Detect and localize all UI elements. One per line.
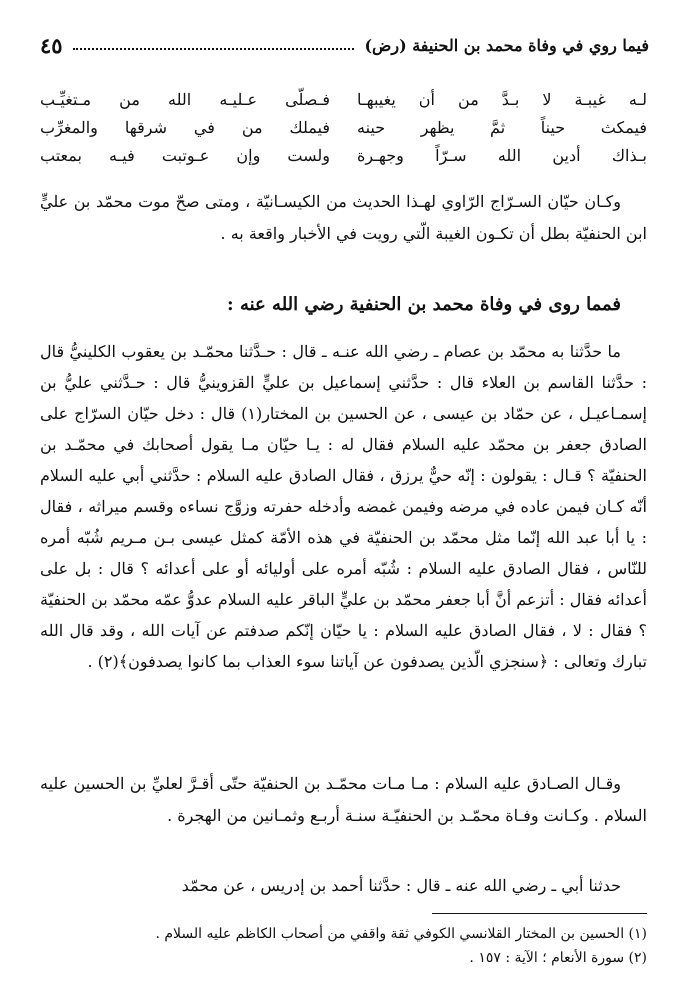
paragraph-text: وقـال الصـادق عليه السلام : مـا مـات محمّـد بن الحنفيّة حتّى أقـرَّ لعليِّ بن الحسين عليه السلام . وكـانت وفـاة محمّـد بن الحنفيّـة سنـة أربـع وثمـانين من الهجرة . — [40, 774, 647, 825]
poem-second-hemistich: فيملك من في شرقها والمغرِّب — [40, 118, 330, 137]
poem-second-hemistich: ولست وإن عـوتبت فيـه بمعتب — [40, 146, 330, 165]
poem-first-hemistich: بـذاك أدين الله سـرّاً وجهـرة — [357, 146, 647, 165]
header-title: فيما روي في وفاة محمد بن الحنيفة (رض) — [364, 35, 649, 55]
paragraph-death — [40, 768, 647, 832]
section-heading: فمما روى في وفاة محمد بن الحنفية رضي الله عنه : — [227, 294, 621, 315]
poem-second-hemistich: فـصلّى عـليـه الله من مـتغيِّـب — [40, 90, 330, 109]
paragraph-next — [40, 870, 647, 902]
footnotes — [40, 922, 647, 970]
footnote: (١) الحسين بن المختار القلانسي الكوفي ثقة واقفي من أصحاب الكاظم عليه السلام . — [155, 926, 647, 942]
paragraph-text: وكـان حيّان السـرّاج الرّاوي لهـذا الحديث من الكيسـانيّة ، ومتى صحّ موت محمّد بن عليٍّ ابن الحنفيّة بطل أن تكـون الغيبة الّتي رويت في الأخبار واقعة به . — [40, 192, 647, 243]
poem-first-hemistich: فيمكث حيناً ثمَّ يظهر حينه — [357, 118, 647, 137]
poem-verse — [40, 114, 647, 142]
page-number: ٤٥ — [40, 32, 63, 58]
poem-verse — [40, 142, 647, 170]
running-header — [40, 30, 649, 60]
footnote-divider — [432, 913, 647, 914]
poem-verse — [40, 86, 647, 114]
header-dot-leader — [73, 48, 355, 50]
paragraph-hadith — [40, 336, 647, 677]
poem-first-hemistich: لـه غيبـة لا بـدَّ من أن يغيبهـا — [357, 90, 647, 109]
poem — [40, 86, 647, 170]
footnote: (٢) سورة الأنعام ؛ الآية : ١٥٧ . — [469, 950, 647, 966]
paragraph-text: حدثنا أبي ـ رضي الله عنه ـ قال : حدَّثنا أحمد بن إدريس ، عن محمّد — [181, 876, 621, 895]
paragraph-text: ما حدَّثنا به محمّد بن عصام ـ رضي الله عنـه ـ قال : حـدَّثنا محمّـد بن يعقوب الكلينيُّ قال : حدَّثنا القاسم بن العلاء قال : حدَّثني إسماعيل بن عليٍّ القزوينيُّ قال : حـدَّثني عليُّ بن إسمـاعيـل ، عن حمّاد بن عيسى ، عن الحسين بن المختار(١) قال : دخل حيّان السرّاج على الصادق جعفر بن محمّد عليه السلام فقال له : يـا حيّان مـا يقول أصحابك في محمّـد بن الحنفيّة ؟ قـال : يقولون : إنّه حيٌّ يرزق ، فقال الصادق عليه السلام : حدَّثني أبي عليه السلام أنّه كـان فيمن عاده في مرضه وفيمن غمضه وأدخله حفرته وزوَّج نساءه وقسم ميراثه ، فقال : يا أبا عبد الله إنّما مثل محمّد بن الحنفيّة في هذه الأمّة كمثل عيسى بـن مـريم شُبّه أمره للنّاس ، فقال الصادق عليه السلام : شُبّه أمره على أوليائه أو على أعدائه ؟ قال : بل على أعدائه فقال : أتزعم أنَّ أبا جعفر محمّد بن عليٍّ الباقر عليه السلام عدوُّ عمّه محمّد بن الحنفيّة ؟ فقال : لا ، فقال الصادق عليه السلام : يا حيّان إنّكم صدفتم عن آيات الله ، وقد قال الله تبارك وتعالى : ﴿سنجزي الّذين يصدفون عن آياتنا سوء العذاب بما كانوا يصدفون﴾(٢) . — [40, 342, 648, 671]
paragraph-kaysaniyya — [40, 186, 647, 250]
